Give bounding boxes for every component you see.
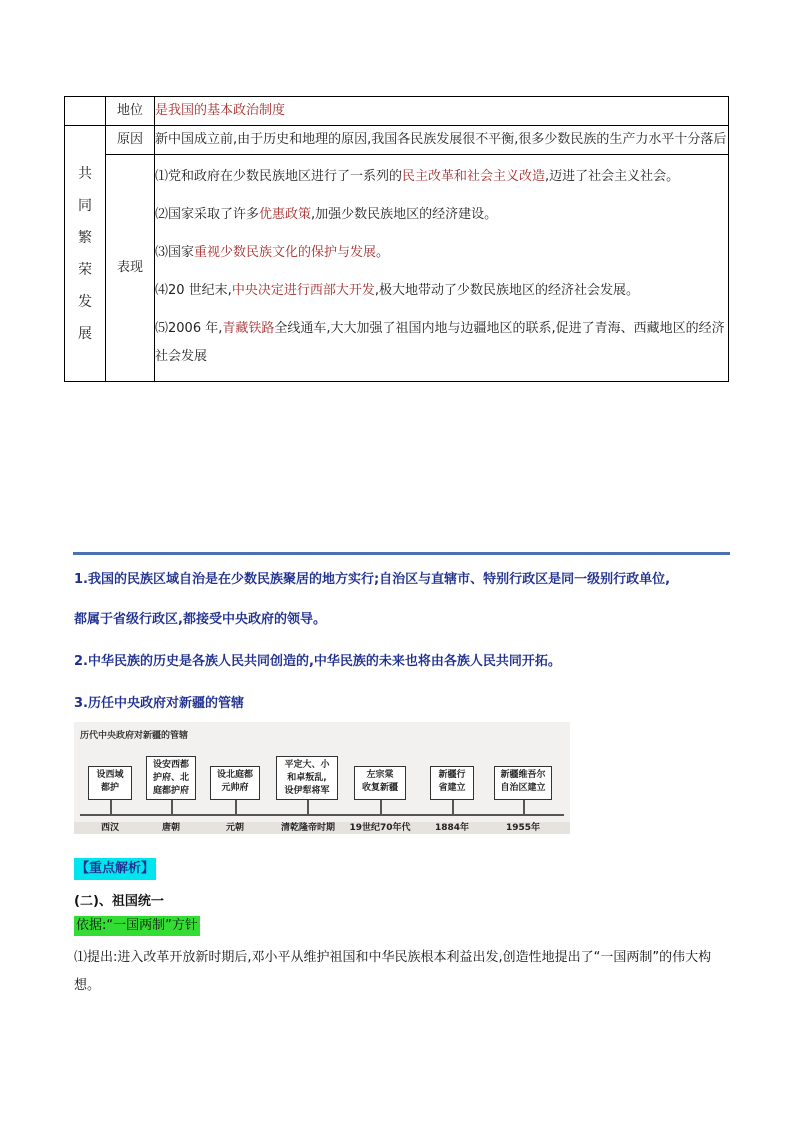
row-label-status: 地位 xyxy=(106,97,155,126)
figure-title: 历代中央政府对新疆的管辖 xyxy=(80,731,189,741)
timeline-era-label: 西汉 xyxy=(100,823,119,833)
manifestation-item-5 xyxy=(155,315,728,371)
timeline-event-box xyxy=(354,766,406,800)
event-line: 自治区建立 xyxy=(500,783,546,793)
timeline-event-box xyxy=(146,756,196,800)
manifestation-item-1 xyxy=(155,163,728,191)
event-line: 设安西都 xyxy=(152,760,189,770)
timeline-axis xyxy=(80,814,564,816)
timeline-tick xyxy=(171,800,173,814)
row-label-reason: 原因 xyxy=(106,126,155,155)
timeline-era-label: 1955年 xyxy=(505,823,541,833)
subheading: (二)、祖国统一 xyxy=(74,894,164,909)
timeline-tick xyxy=(110,800,112,814)
event-line: 和卓叛乱, xyxy=(287,773,327,783)
timeline-era-label: 清乾隆帝时期 xyxy=(280,823,335,833)
manifestation-item-4 xyxy=(155,277,728,305)
event-line: 都护 xyxy=(100,783,119,793)
timeline-tick xyxy=(235,800,237,814)
manifestation-item-2 xyxy=(155,201,728,229)
timeline-event-box xyxy=(276,756,338,800)
text-span: ,极大地带动了少数民族地区的经济社会发展。 xyxy=(374,283,639,298)
timeline-tick xyxy=(380,800,382,814)
table-cell-empty xyxy=(65,97,106,126)
point-3-heading: 3.历任中央政府对新疆的管辖 xyxy=(74,696,244,711)
section-heading-vertical xyxy=(65,126,106,382)
event-line: 平定大、小 xyxy=(284,760,330,770)
text-span: ,加强少数民族地区的经济建设。 xyxy=(311,207,498,222)
timeline-tick xyxy=(307,800,309,814)
text-span: ⑴党和政府在少数民族地区进行了一系列的 xyxy=(155,169,403,184)
key-points-label: 【重点解析】 xyxy=(74,858,156,880)
timeline-event-box xyxy=(430,766,474,800)
timeline-event-box xyxy=(210,766,260,800)
timeline-era-label: 19世纪70年代 xyxy=(349,823,411,833)
event-line: 元帅府 xyxy=(221,783,249,793)
point-2: 2.中华民族的历史是各族人民共同创造的,中华民族的未来也将由各族人民共同开拓。 xyxy=(74,654,561,669)
event-line: 设北庭都 xyxy=(216,770,253,780)
section-divider xyxy=(73,552,730,555)
row-text-status: 是我国的基本政治制度 xyxy=(155,97,729,126)
highlight-text: 重视少数民族文化的保护与发展 xyxy=(194,245,377,260)
section-char: 荣 xyxy=(78,261,92,278)
info-table xyxy=(64,96,729,382)
event-line: 庭都护府 xyxy=(152,786,189,796)
section-char: 共 xyxy=(78,165,92,182)
timeline-era-label: 1884年 xyxy=(434,823,470,833)
text-span: 。 xyxy=(376,245,390,260)
table-row xyxy=(65,155,729,382)
highlight-text: 中央决定进行西部大开发 xyxy=(231,283,375,298)
section-char: 发 xyxy=(78,293,92,310)
timeline-event-box xyxy=(88,766,132,800)
highlight-text: 优惠政策 xyxy=(259,207,312,222)
text-span: ⑷20 世纪末, xyxy=(155,283,232,298)
timeline-era-label: 唐朝 xyxy=(161,823,180,833)
highlight-text: 青藏铁路 xyxy=(222,321,275,336)
row-text-reason: 新中国成立前,由于历史和地理的原因,我国各民族发展很不平衡,很多少数民族的生产力水平十分落后 xyxy=(155,126,729,155)
timeline-tick xyxy=(452,800,454,814)
event-line: 设西域 xyxy=(96,770,124,780)
xinjiang-timeline-figure xyxy=(74,722,570,834)
text-span: ⑶国家 xyxy=(155,245,195,260)
table-row xyxy=(65,97,729,126)
point-1-line-1: 1.我国的民族区域自治是在少数民族聚居的地方实行;自治区与直辖市、特别行政区是同一级别行政单位, xyxy=(74,572,671,587)
event-line: 护府、北 xyxy=(152,773,189,783)
text-span: 全线通车,大大加强了祖国内地与边疆地区的联系,促进了青海、西藏地区的经济社会发展 xyxy=(155,321,725,364)
row-label-manifestation: 表现 xyxy=(106,155,155,382)
section-char: 展 xyxy=(78,325,92,342)
section-char: 同 xyxy=(78,197,92,214)
event-line: 新疆行 xyxy=(438,770,466,780)
text-span: ⑸2006 年, xyxy=(155,321,223,336)
manifestation-item-3 xyxy=(155,239,728,267)
basis-highlight: 依据:“一国两制”方针 xyxy=(74,916,200,936)
timeline-event-box xyxy=(494,766,552,800)
point-1-line-2: 都属于省级行政区,都接受中央政府的领导。 xyxy=(74,612,326,627)
timeline-tick xyxy=(523,800,525,814)
event-line: 设伊犁将军 xyxy=(284,786,330,796)
highlight-text: 民主改革和社会主义改造 xyxy=(402,169,546,184)
event-line: 收复新疆 xyxy=(361,783,398,793)
text-span: ⑵国家采取了许多 xyxy=(155,207,260,222)
event-line: 新疆维吾尔 xyxy=(500,770,546,780)
timeline-era-label: 元朝 xyxy=(225,823,244,833)
row-text-manifestation xyxy=(155,155,729,382)
event-line: 省建立 xyxy=(438,783,466,793)
table-row xyxy=(65,126,729,155)
body-paragraph: ⑴提出:进入改革开放新时期后,邓小平从维护祖国和中华民族根本利益出发,创造性地提出了“一国两制”的伟大构想。 xyxy=(74,950,712,993)
event-line: 左宗棠 xyxy=(366,770,394,780)
section-char: 繁 xyxy=(78,229,92,246)
text-span: ,迈进了社会主义社会。 xyxy=(545,169,680,184)
